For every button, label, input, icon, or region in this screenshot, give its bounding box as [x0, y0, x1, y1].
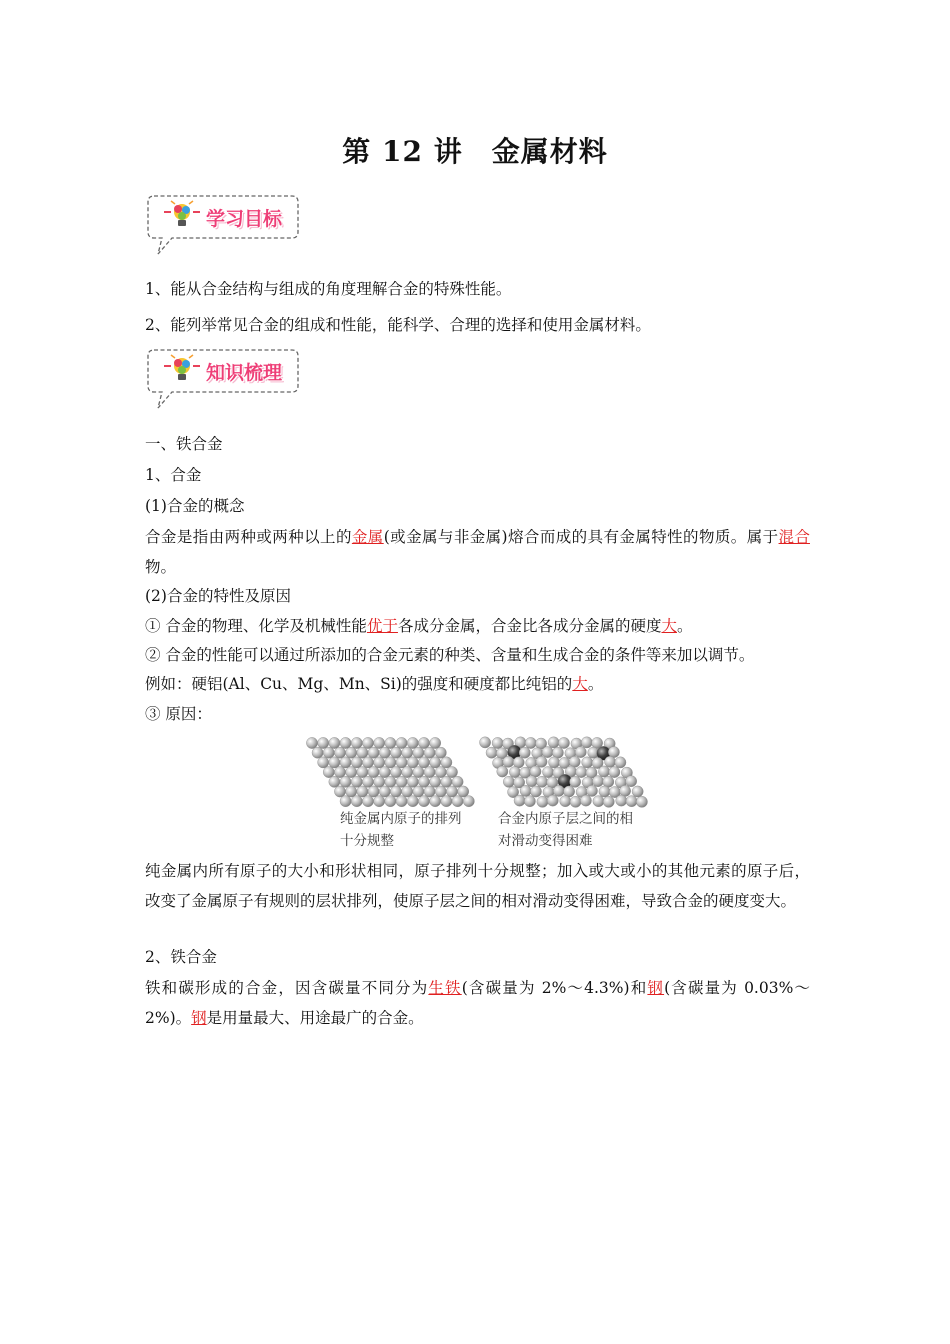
property-example: 例如：硬铝(Al、Cu、Mg、Mn、Si)的强度和硬度都比纯铝的大。	[145, 675, 604, 693]
metal-atom	[418, 737, 429, 748]
metal-atom	[368, 747, 379, 758]
metal-atom	[346, 786, 357, 797]
metal-atom	[413, 767, 424, 778]
alloy-atom	[547, 795, 558, 806]
metal-atom	[424, 747, 435, 758]
alloy-atom	[480, 737, 491, 748]
metal-atom	[323, 767, 334, 778]
metal-atom	[441, 776, 452, 787]
alloy-atom	[570, 796, 581, 807]
section-heading: 一、铁合金	[145, 435, 223, 453]
alloy-atom	[525, 737, 536, 748]
alloy-atom	[542, 767, 553, 778]
metal-atom	[351, 776, 362, 787]
metal-atom	[458, 786, 469, 797]
metal-atom	[312, 747, 323, 758]
metal-atom	[340, 737, 351, 748]
metal-atom	[452, 776, 463, 787]
metal-atom	[430, 776, 441, 787]
property-item-1: ① 合金的物理、化学及机械性能优于各成分金属，合金比各成分金属的硬度大。	[145, 617, 693, 635]
metal-atom	[402, 767, 413, 778]
metal-atom	[379, 747, 390, 758]
metal-atom	[323, 747, 334, 758]
alloy-atom	[586, 785, 597, 796]
answer-blank: 生铁	[428, 979, 462, 997]
metal-atom	[329, 757, 340, 768]
metal-atom	[340, 796, 351, 807]
metal-atom	[435, 786, 446, 797]
metal-atom	[418, 796, 429, 807]
answer-blank: 混合	[778, 528, 810, 546]
alloy-atom	[536, 756, 547, 767]
metal-atom	[396, 776, 407, 787]
metal-atom	[441, 796, 452, 807]
metal-atom	[362, 796, 373, 807]
metal-atom	[318, 757, 329, 768]
metal-atom	[396, 737, 407, 748]
alloy-atom	[575, 747, 586, 758]
property-item-2: ② 合金的性能可以通过所添加的合金元素的种类、含量和生成合金的条件等来加以调节。	[145, 646, 755, 664]
metal-atom	[351, 737, 362, 748]
metal-atom	[334, 786, 345, 797]
alloy-atom	[592, 776, 603, 787]
metal-atom	[385, 796, 396, 807]
metal-atom	[329, 776, 340, 787]
metal-atom	[402, 747, 413, 758]
alloy-atom	[503, 756, 514, 767]
metal-atom	[357, 747, 368, 758]
metal-atom	[418, 757, 429, 768]
metal-atom	[351, 757, 362, 768]
metal-atom	[346, 767, 357, 778]
alloy-atom	[616, 795, 627, 806]
caption-pure-metal: 纯金属内原子的排列 十分规整	[340, 811, 462, 849]
metal-atom	[385, 776, 396, 787]
metal-atom	[418, 776, 429, 787]
alloy-atom	[503, 776, 514, 787]
metal-atom	[430, 796, 441, 807]
metal-atom	[346, 747, 357, 758]
metal-atom	[390, 767, 401, 778]
metal-atom	[463, 796, 474, 807]
metal-atom	[306, 737, 317, 748]
metal-atom	[390, 786, 401, 797]
metal-atom	[430, 737, 441, 748]
metal-atom	[374, 796, 385, 807]
property-item-3: ③ 原因：	[145, 705, 212, 723]
goal-item-1: 1、能从合金结构与组成的角度理解合金的特殊性能。	[145, 280, 512, 298]
metal-atom	[374, 757, 385, 768]
metal-atom	[334, 747, 345, 758]
alloy-atom	[553, 785, 564, 796]
alloy-atom	[530, 786, 541, 797]
metal-atom	[407, 796, 418, 807]
metal-atom	[396, 757, 407, 768]
metal-atom	[351, 796, 362, 807]
alloy-atom	[605, 756, 616, 767]
alloy-atom	[636, 796, 647, 807]
alloy-atom	[519, 747, 530, 758]
answer-blank: 优于	[366, 617, 398, 635]
alloy-properties-title: (2)合金的特性及原因	[145, 587, 291, 605]
alloy-concept-title: (1)合金的概念	[145, 497, 245, 515]
alloy-atom	[526, 776, 537, 787]
metal-atom	[435, 767, 446, 778]
metal-atom	[413, 786, 424, 797]
metal-atom	[374, 776, 385, 787]
metal-atom	[430, 757, 441, 768]
metal-atom	[413, 747, 424, 758]
alloy-atom	[542, 747, 553, 758]
metal-atom	[362, 737, 373, 748]
answer-blank: 大	[661, 617, 677, 635]
caption-alloy: 合金内原子层之间的相 对滑动变得困难	[498, 811, 633, 849]
alloy-atom	[536, 776, 547, 787]
subsection-alloy: 1、合金	[145, 466, 202, 484]
answer-blank: 金属	[351, 528, 384, 546]
answer-blank: 钢	[647, 979, 665, 997]
alloy-atom	[626, 796, 637, 807]
knowledge-summary-label: 知识梳理	[206, 362, 283, 384]
alloy-atom	[626, 776, 637, 787]
metal-atom	[446, 786, 457, 797]
metal-atom	[424, 767, 435, 778]
metal-atom	[362, 757, 373, 768]
metal-atom	[390, 747, 401, 758]
alloy-atom	[570, 776, 581, 787]
alloy-atom	[581, 737, 592, 748]
metal-atom	[379, 767, 390, 778]
alloy-atom	[603, 796, 614, 807]
metal-atom	[340, 776, 351, 787]
learning-goals-badge	[144, 192, 304, 260]
metal-atom	[374, 737, 385, 748]
alloy-atom	[497, 766, 508, 777]
metal-atom	[407, 776, 418, 787]
metal-atom	[407, 737, 418, 748]
answer-blank: 钢	[191, 1009, 207, 1027]
metal-atom	[452, 796, 463, 807]
goal-item-2: 2、能列举常见合金的组成和性能，能科学、合理的选择和使用金属材料。	[145, 316, 651, 334]
metal-atom	[441, 757, 452, 768]
metal-atom	[340, 757, 351, 768]
alloy-atom	[558, 737, 569, 748]
alloy-atom	[520, 785, 531, 796]
alloy-atom	[537, 796, 548, 807]
alloy-atom	[524, 796, 535, 807]
metal-atom	[385, 757, 396, 768]
alloy-atom	[549, 757, 560, 768]
alloy-atom	[514, 795, 525, 806]
alloy-atom	[609, 767, 620, 778]
metal-atom	[334, 767, 345, 778]
subsection-iron-alloy: 2、铁合金	[145, 948, 217, 966]
atom-arrangement-figure	[304, 735, 649, 814]
alloy-concept-paragraph: 合金是指由两种或两种以上的金属(或金属与非金属)熔合而成的具有金属特性的物质。属于混合物。	[145, 528, 810, 576]
page-title: 第 12 讲 金属材料	[342, 135, 608, 168]
metal-atom	[357, 767, 368, 778]
reason-paragraph: 纯金属内所有原子的大小和形状相同，原子排列十分规整；加入或大或小的其他元素的原子后，改变了金属原子有规则的层状排列，使原子层之间的相对滑动变得困难，导致合金的硬度变大。	[145, 862, 810, 910]
metal-atom	[368, 786, 379, 797]
metal-atom	[396, 796, 407, 807]
alloy-atom	[582, 757, 593, 768]
alloy-atom	[509, 767, 520, 778]
alloy-atom	[632, 786, 643, 797]
knowledge-summary-badge	[144, 346, 304, 414]
metal-atom	[357, 786, 368, 797]
metal-atom	[424, 786, 435, 797]
alloy-atom	[598, 766, 609, 777]
metal-atom	[362, 776, 373, 787]
alloy-atom	[492, 737, 503, 748]
metal-atom	[368, 767, 379, 778]
metal-atom	[435, 747, 446, 758]
metal-atom	[329, 737, 340, 748]
metal-atom	[318, 737, 329, 748]
alloy-atom	[599, 786, 610, 797]
metal-atom	[402, 786, 413, 797]
metal-atom	[379, 786, 390, 797]
metal-atom	[385, 737, 396, 748]
alloy-atom	[615, 757, 626, 768]
metal-atom	[407, 757, 418, 768]
learning-goals-label: 学习目标	[206, 208, 283, 230]
alloy-atom	[580, 795, 591, 806]
alloy-atom	[548, 737, 559, 748]
alloy-atom	[593, 796, 604, 807]
metal-atom	[446, 767, 457, 778]
answer-blank: 大	[572, 675, 588, 693]
iron-alloy-paragraph: 铁和碳形成的合金，因含碳量不同分为生铁(含碳量为 2%～4.3%)和钢(含碳量为 0.03%～2%)。钢是用量最大、用途最广的合金。	[145, 979, 810, 1027]
alloy-atom	[576, 767, 587, 778]
alloy-atom	[486, 747, 497, 758]
alloy-atom	[560, 796, 571, 807]
